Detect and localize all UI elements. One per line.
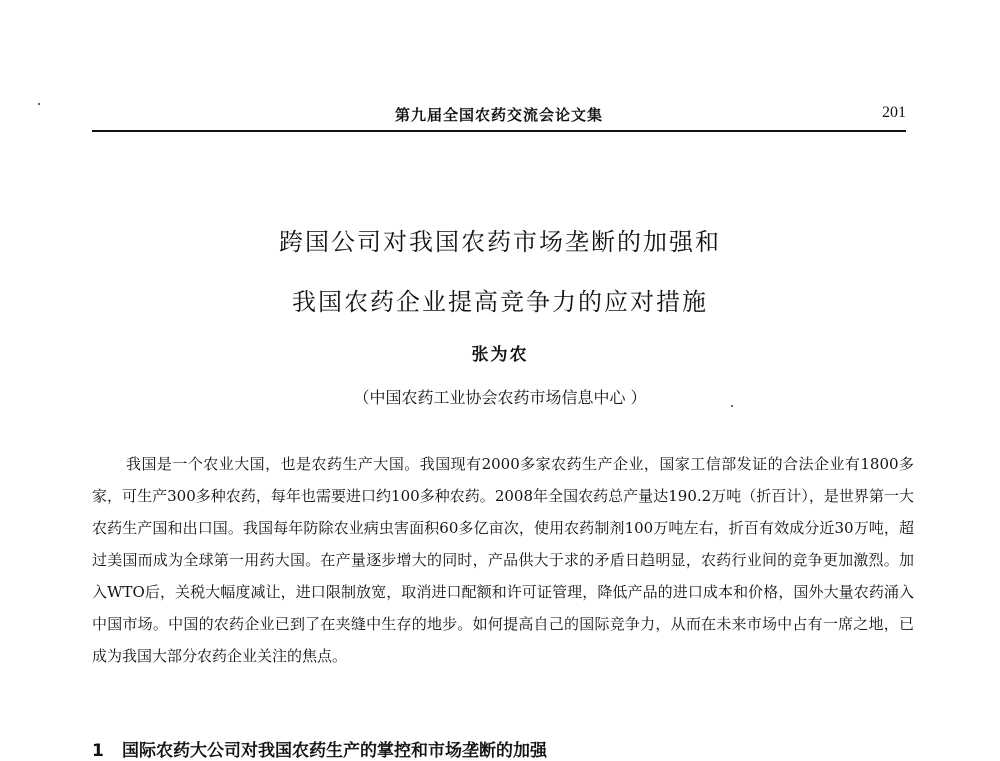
- author-name: 张为农: [471, 345, 529, 365]
- article-title-line-2: 我国农药企业提高竞争力的应对措施: [292, 288, 708, 316]
- running-title: 第九届全国农药交流会论文集: [394, 106, 603, 124]
- running-header: [92, 104, 906, 132]
- scan-speck: [38, 103, 40, 105]
- body-paragraph: 我国是一个农业大国，也是农药生产大国。我国现有2000多家农药生产企业，国家工信部发证的合法企业有1800多家，可生产300多种农药，每年也需要进口约100多种农药。2008年全国农药总产量达190.2万吨（折百计），是世界第一大农药生产国和出口国。我国每年防除农业病虫害面积60多亿亩次，使用农药制剂100万吨左右，折百有效成分近30万吨，超过美国而成为全球第一用药大国。在产量逐步增大的同时，产品供大于求的矛盾日趋明显，农药行业间的竞争更加激烈。加入WTO后，关税大幅度减让，进口限制放宽，取消进口配额和许可证管理，降低产品的进口成本和价格，国外大量农药涌入中国市场。中国的农药企业已到了在夹缝中生存的地步。如何提高自己的国际竞争力，从而在未来市场中占有一席之地，已成为我国大部分农药企业关注的焦点。: [92, 455, 914, 665]
- author-affiliation: （中国农药工业协会农药市场信息中心 ）: [353, 388, 647, 407]
- article-title-line-1: 跨国公司对我国农药市场垄断的加强和: [279, 228, 721, 256]
- section-title: 国际农药大公司对我国农药生产的掌控和市场垄断的加强: [122, 741, 547, 761]
- section-heading: [92, 736, 547, 761]
- section-number: 1: [92, 741, 104, 761]
- page-number: 201: [882, 104, 906, 121]
